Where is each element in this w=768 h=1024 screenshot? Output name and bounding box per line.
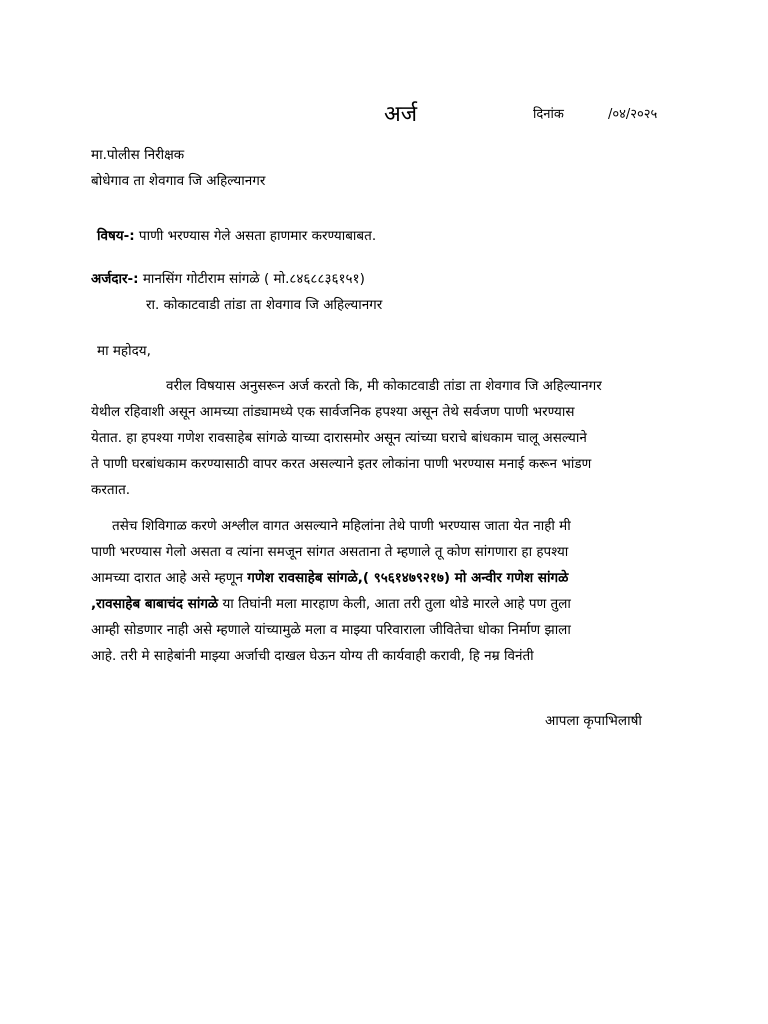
- recipient-line-2: बोधेगाव ता शेवगाव जि अहिल्यानगर: [91, 173, 266, 189]
- subject-label: विषय-:: [97, 228, 135, 244]
- paragraph1-line-3: येतात. हा हपश्या गणेश रावसाहेब सांगळे याच्या दारासमोर असून त्यांच्या घराचे बांधकाम चालू असल्याने: [91, 430, 587, 446]
- paragraph2-line-3-text: आमच्या दारात आहे असे म्हणून: [91, 570, 248, 586]
- subject-line: [97, 226, 376, 246]
- closing-signoff: आपला कृपाभिलाषी: [545, 713, 642, 729]
- paragraph1-line-1: वरील विषयास अनुसरून अर्ज करतो कि, मी कोकाटवाडी तांडा ता शेवगाव जि अहिल्यानगर: [166, 378, 602, 394]
- date-value: /०४/२०२५: [608, 107, 658, 122]
- date-label: दिनांक: [533, 107, 564, 122]
- paragraph2-line-4-text: या तिघांनी मला मारहाण केली, आता तरी तुला थोडे मारले आहे पण तुला: [218, 596, 571, 612]
- accused-names-2: ,रावसाहेब बाबाचंद सांगळे: [91, 596, 219, 612]
- paragraph1-line-5: करतात.: [91, 482, 131, 498]
- paragraph2-line-6: आहे. तरी मे साहेबांनी माझ्या अर्जाची दाखल घेऊन योग्य ती कार्यवाही करावी, हि नम्र विनंती: [91, 648, 534, 664]
- paragraph2-line-2: पाणी भरण्यास गेलो असता व त्यांना समजून सांगत असताना ते म्हणाले तू कोण सांगणारा हा हपश्या: [91, 544, 569, 560]
- paragraph2-line-4: [91, 594, 571, 614]
- paragraph1-line-4: ते पाणी घरबांधकाम करण्यासाठी वापर करत असल्याने इतर लोकांना पाणी भरण्यास मनाई करून भांडण: [91, 456, 592, 472]
- paragraph2-line-5: आम्ही सोडणार नाही असे म्हणाले यांच्यामुळे मला व माझ्या परिवाराला जीवितेचा धोका निर्माण झाला: [91, 622, 571, 638]
- salutation: मा महोदय,: [97, 343, 151, 359]
- applicant-label: अर्जदार-:: [91, 271, 139, 287]
- recipient-line-1: मा.पोलीस निरीक्षक: [91, 147, 185, 163]
- accused-names-1: गणेश रावसाहेब सांगळे,( ९५६१४७९२१७) मो अन्वीर गणेश सांगळे: [247, 570, 569, 586]
- paragraph2-line-1: तसेच शिविगाळ करणे अश्लील वागत असल्याने महिलांना तेथे पाणी भरण्यास जाता येत नाही मी: [112, 518, 571, 534]
- applicant-address: रा. कोकाटवाडी तांडा ता शेवगाव जि अहिल्यानगर: [146, 297, 383, 313]
- paragraph1-line-2: येथील रहिवाशी असून आमच्या तांड्यामध्ये एक सार्वजनिक हपश्या असून तेथे सर्वजण पाणी भरण्यास: [91, 404, 575, 420]
- subject-text: पाणी भरण्यास गेले असता हाणमार करण्याबाबत.: [134, 228, 377, 244]
- applicant-name: मानसिंग गोटीराम सांगळे ( मो.८४६८८३६१५१): [138, 271, 365, 287]
- letter-title: अर्ज: [384, 102, 418, 127]
- applicant-line: [91, 269, 365, 289]
- paragraph2-line-3: [91, 568, 568, 588]
